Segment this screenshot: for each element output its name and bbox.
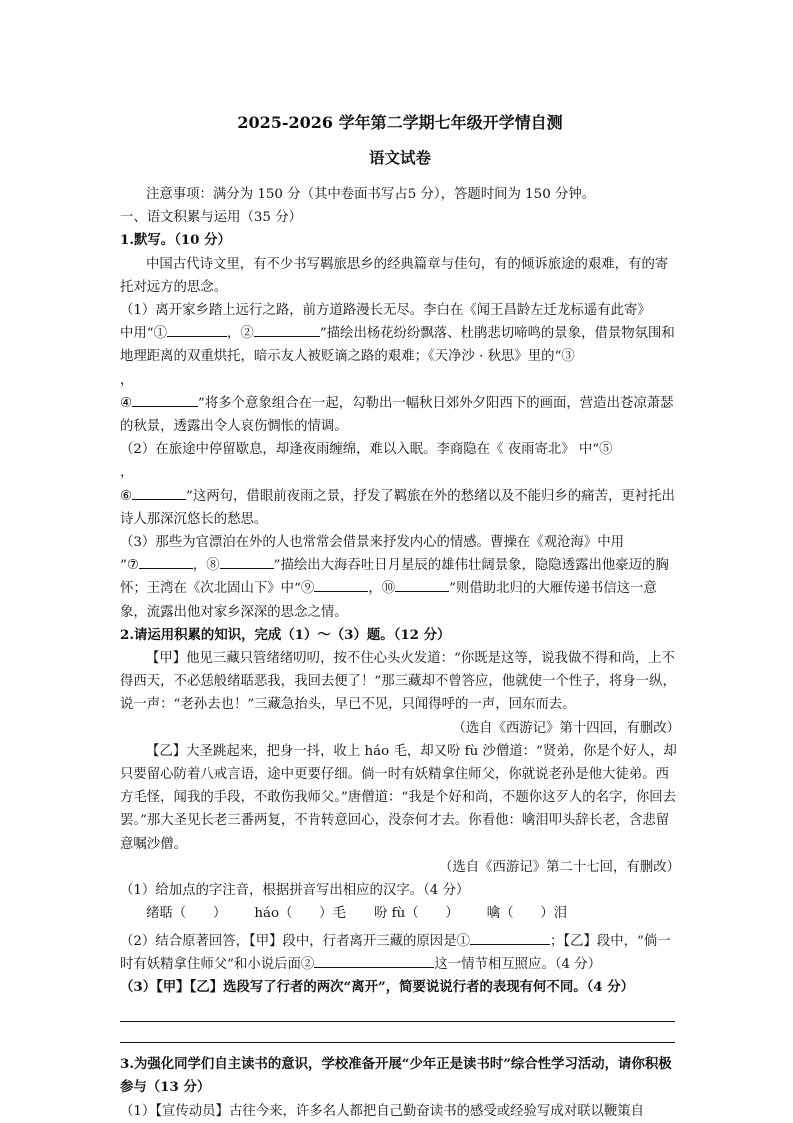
blank-8[interactable] [220, 567, 274, 569]
q1-part1-line1: （1）离开家乡踏上远行之路，前方道路漫长无尽。李白在《闻王昌龄左迁龙标遥有此寄》 [120, 303, 651, 319]
q1-part1-tail: ④ ”将多个意象组合在一起，勾勒出一幅秋日郊外夕阳西下的画面，营造出苍凉萧瑟的秋景，透露出令人哀伤惆怅的情调。 [120, 395, 674, 435]
q2-passage-yi: 【乙】大圣跳起来，把身一抖，收上 háo 毛，却又吩 fù 沙僧道：“贤弟，你是个好人，却只要留心防着八戒言语，途中更要仔细。倘一时有妖精拿住师父，你就说老孙是他大徒弟。西方毛怪，闻我的手段，不敢伤我师父。”唐僧道：“我是个好和尚，不题你这歹人的名字，你回去罢。”那大圣见长老三番两复，不肯转意回心，没奈何才去。你看他：噙泪叩头辞长老，含悲留意嘱沙僧。 [120, 743, 677, 852]
answer-blank-2[interactable] [314, 966, 434, 968]
q2-sub2: （2）结合原著回答，【甲】段中，行者离开三藏的原因是① ；【乙】段中，“倘一时有妖精拿住师父”和小说后面② 这一情节相互照应。（4 分） [120, 933, 671, 972]
exam-subtitle: 语文试卷 [368, 148, 431, 167]
q1-part2-line1: （2）在旅途中停留歇息，却逢夜雨缠绵，难以入眠。李商隐在《 夜雨寄北》 中“⑤ [120, 442, 613, 458]
q1-part3-line1: （3）那些为官漂泊在外的人也常常会借景来抒发内心的情感。曹操在《观沧海》中用 [120, 535, 624, 551]
pinyin-item[interactable]: 绪聒（ ） [146, 906, 227, 922]
q3-heading: 3.为强化同学们自主读书的意识，学校准备开展“少年正是读书时”综合性学习活动，请你积极参与（13 分） [120, 1056, 672, 1096]
notice: 注意事项：满分为 150 分（其中卷面书写占5 分），答题时间为 150 分钟。 [146, 187, 596, 202]
answer-line[interactable] [120, 1042, 675, 1043]
q1-heading: 1.默写。（10 分） [120, 232, 231, 249]
blank-7[interactable] [139, 567, 193, 569]
q1-part2-comma: ， [120, 465, 134, 481]
q1-part3-body: “⑦ ，⑧ ”描绘出大海吞吐日月星辰的雄伟壮阔景象，隐隐透露出他豪迈的胸怀；王湾在《次北固山下》中“⑨ ，⑩ ”则借助北归的大雁传递书信这一意象，流露出他对家乡深深的思念之情。 [120, 558, 669, 620]
pinyin-item[interactable]: 吩 fù（ ） [373, 906, 459, 922]
blank-10[interactable] [395, 590, 449, 592]
blank-1[interactable] [167, 335, 227, 337]
q2-heading: 2.请运用积累的知识，完成（1）～（3）题。（12 分） [120, 626, 451, 643]
section-heading: 一、语文积累与运用（35 分） [120, 210, 302, 226]
blank-4[interactable] [132, 405, 198, 407]
q1-part2-tail: ⑥ ”这两句，借眼前夜雨之景，抒发了羁旅在外的愁绪以及不能归乡的痛苦，更衬托出诗人那深沉悠长的愁思。 [120, 488, 675, 527]
pinyin-item[interactable]: háo（ ）毛 [254, 906, 346, 922]
q1-part1-body: 中用“① ，② ”描绘出杨花纷纷飘落、杜鹃悲切啼鸣的景象，借景物氛围和地理距离的双重烘托，暗示友人被贬谪之路的艰难；《天净沙 · 秋思》里的“③ [120, 326, 675, 365]
blank-9[interactable] [314, 590, 368, 592]
q3-sub1: （1）【宣传动员】古往今来，许多名人都把自己勤奋读书的感受或经验写成对联以鞭策自 [120, 1103, 645, 1119]
pinyin-item[interactable]: 噙（ ）泪 [486, 906, 568, 922]
exam-content [120, 111, 680, 1123]
q2-source-yi: （选自《西游记》第二十七回，有删改） [438, 859, 680, 875]
answer-blank-1[interactable] [470, 943, 550, 945]
q2-sub3: （3）【甲】【乙】选段写了行者的两次“离开”，简要说说行者的表现有何不同。（4 分） [120, 978, 635, 995]
answer-line[interactable] [120, 1021, 675, 1022]
blank-6[interactable] [132, 498, 186, 500]
q2-sub1-items [120, 902, 680, 925]
q2-source-jia: （选自《西游记》第十四回，有删改） [452, 720, 680, 736]
q2-sub1: （1）给加点的字注音，根据拼音写出相应的汉字。（4 分） [120, 883, 470, 899]
q1-part1-comma: ， [120, 372, 134, 388]
q2-passage-jia: 【甲】他见三藏只管绪绪叨叨，按不住心头火发道：“你既是这等，说我做不得和尚，上不得西天，不必恁般绪聒恶我，我回去便了！”那三藏却不曾答应，他就使一个性子，将身一纵，说一声：“老孙去也！”三藏急抬头，早已不见，只闻得呼的一声，回东而去。 [120, 651, 676, 713]
q1-intro: 中国古代诗文里，有不少书写羁旅思乡的经典篇章与佳句，有的倾诉旅途的艰难，有的寄托对远方的思念。 [120, 256, 669, 295]
blank-2[interactable] [254, 335, 320, 337]
exam-title: 2025-2026 学年第二学期七年级开学情自测 [237, 113, 563, 132]
